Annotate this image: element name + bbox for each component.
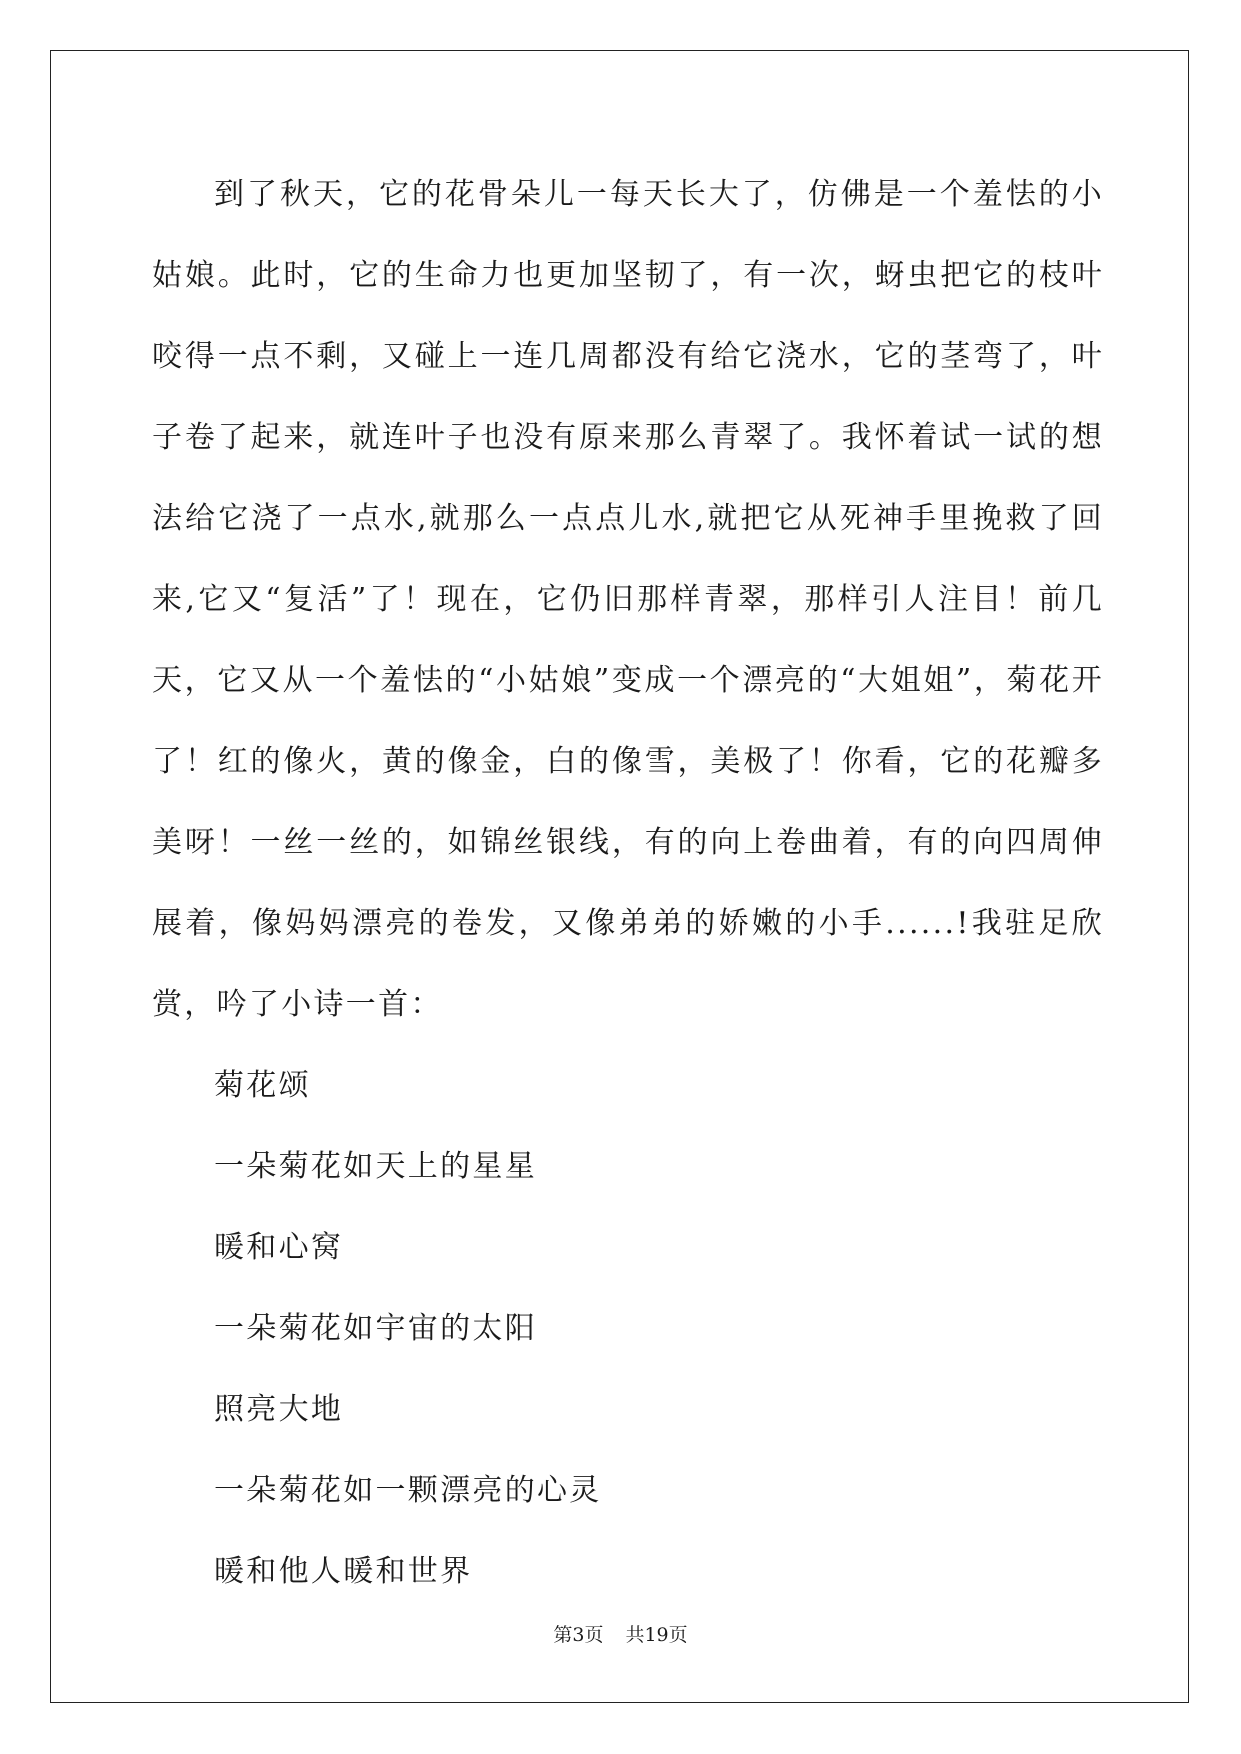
poem — [152, 1045, 1104, 1612]
poem-line: 一朵菊花如一颗漂亮的心灵 — [214, 1473, 602, 1508]
page-total: 共19页 — [625, 1624, 688, 1646]
page-footer — [0, 1620, 1241, 1650]
body-paragraph: 到了秋天，它的花骨朵儿一每天长大了，仿佛是一个羞怯的小姑娘。此时，它的生命力也更加坚韧了，有一次，蚜虫把它的枝叶咬得一点不剩，又碰上一连几周都没有给它浇水，它的茎弯了，叶子卷了起来，就连叶子也没有原来那么青翠了。我怀着试一试的想法给它浇了一点水,就那么一点点儿水,就把它从死神手里挽救了回来,它又“复活”了！现在，它仍旧那样青翠，那样引人注目！前几天，它又从一个羞怯的“小姑娘”变成一个漂亮的“大姐姐”，菊花开了！红的像火，黄的像金，白的像雪，美极了！你看，它的花瓣多美呀！一丝一丝的，如锦丝银线，有的向上卷曲着，有的向四周伸展着，像妈妈漂亮的卷发，又像弟弟的娇嫩的小手......!我驻足欣赏，吟了小诗一首： — [152, 177, 1104, 1022]
poem-line: 一朵菊花如宇宙的太阳 — [214, 1311, 537, 1346]
document-body — [152, 154, 1104, 1612]
poem-line: 照亮大地 — [214, 1392, 344, 1427]
page-number: 第3页 — [553, 1624, 604, 1646]
poem-line: 暖和他人暖和世界 — [214, 1554, 473, 1589]
poem-title: 菊花颂 — [214, 1068, 311, 1103]
poem-line: 暖和心窝 — [214, 1230, 344, 1265]
poem-line: 一朵菊花如天上的星星 — [214, 1149, 537, 1184]
